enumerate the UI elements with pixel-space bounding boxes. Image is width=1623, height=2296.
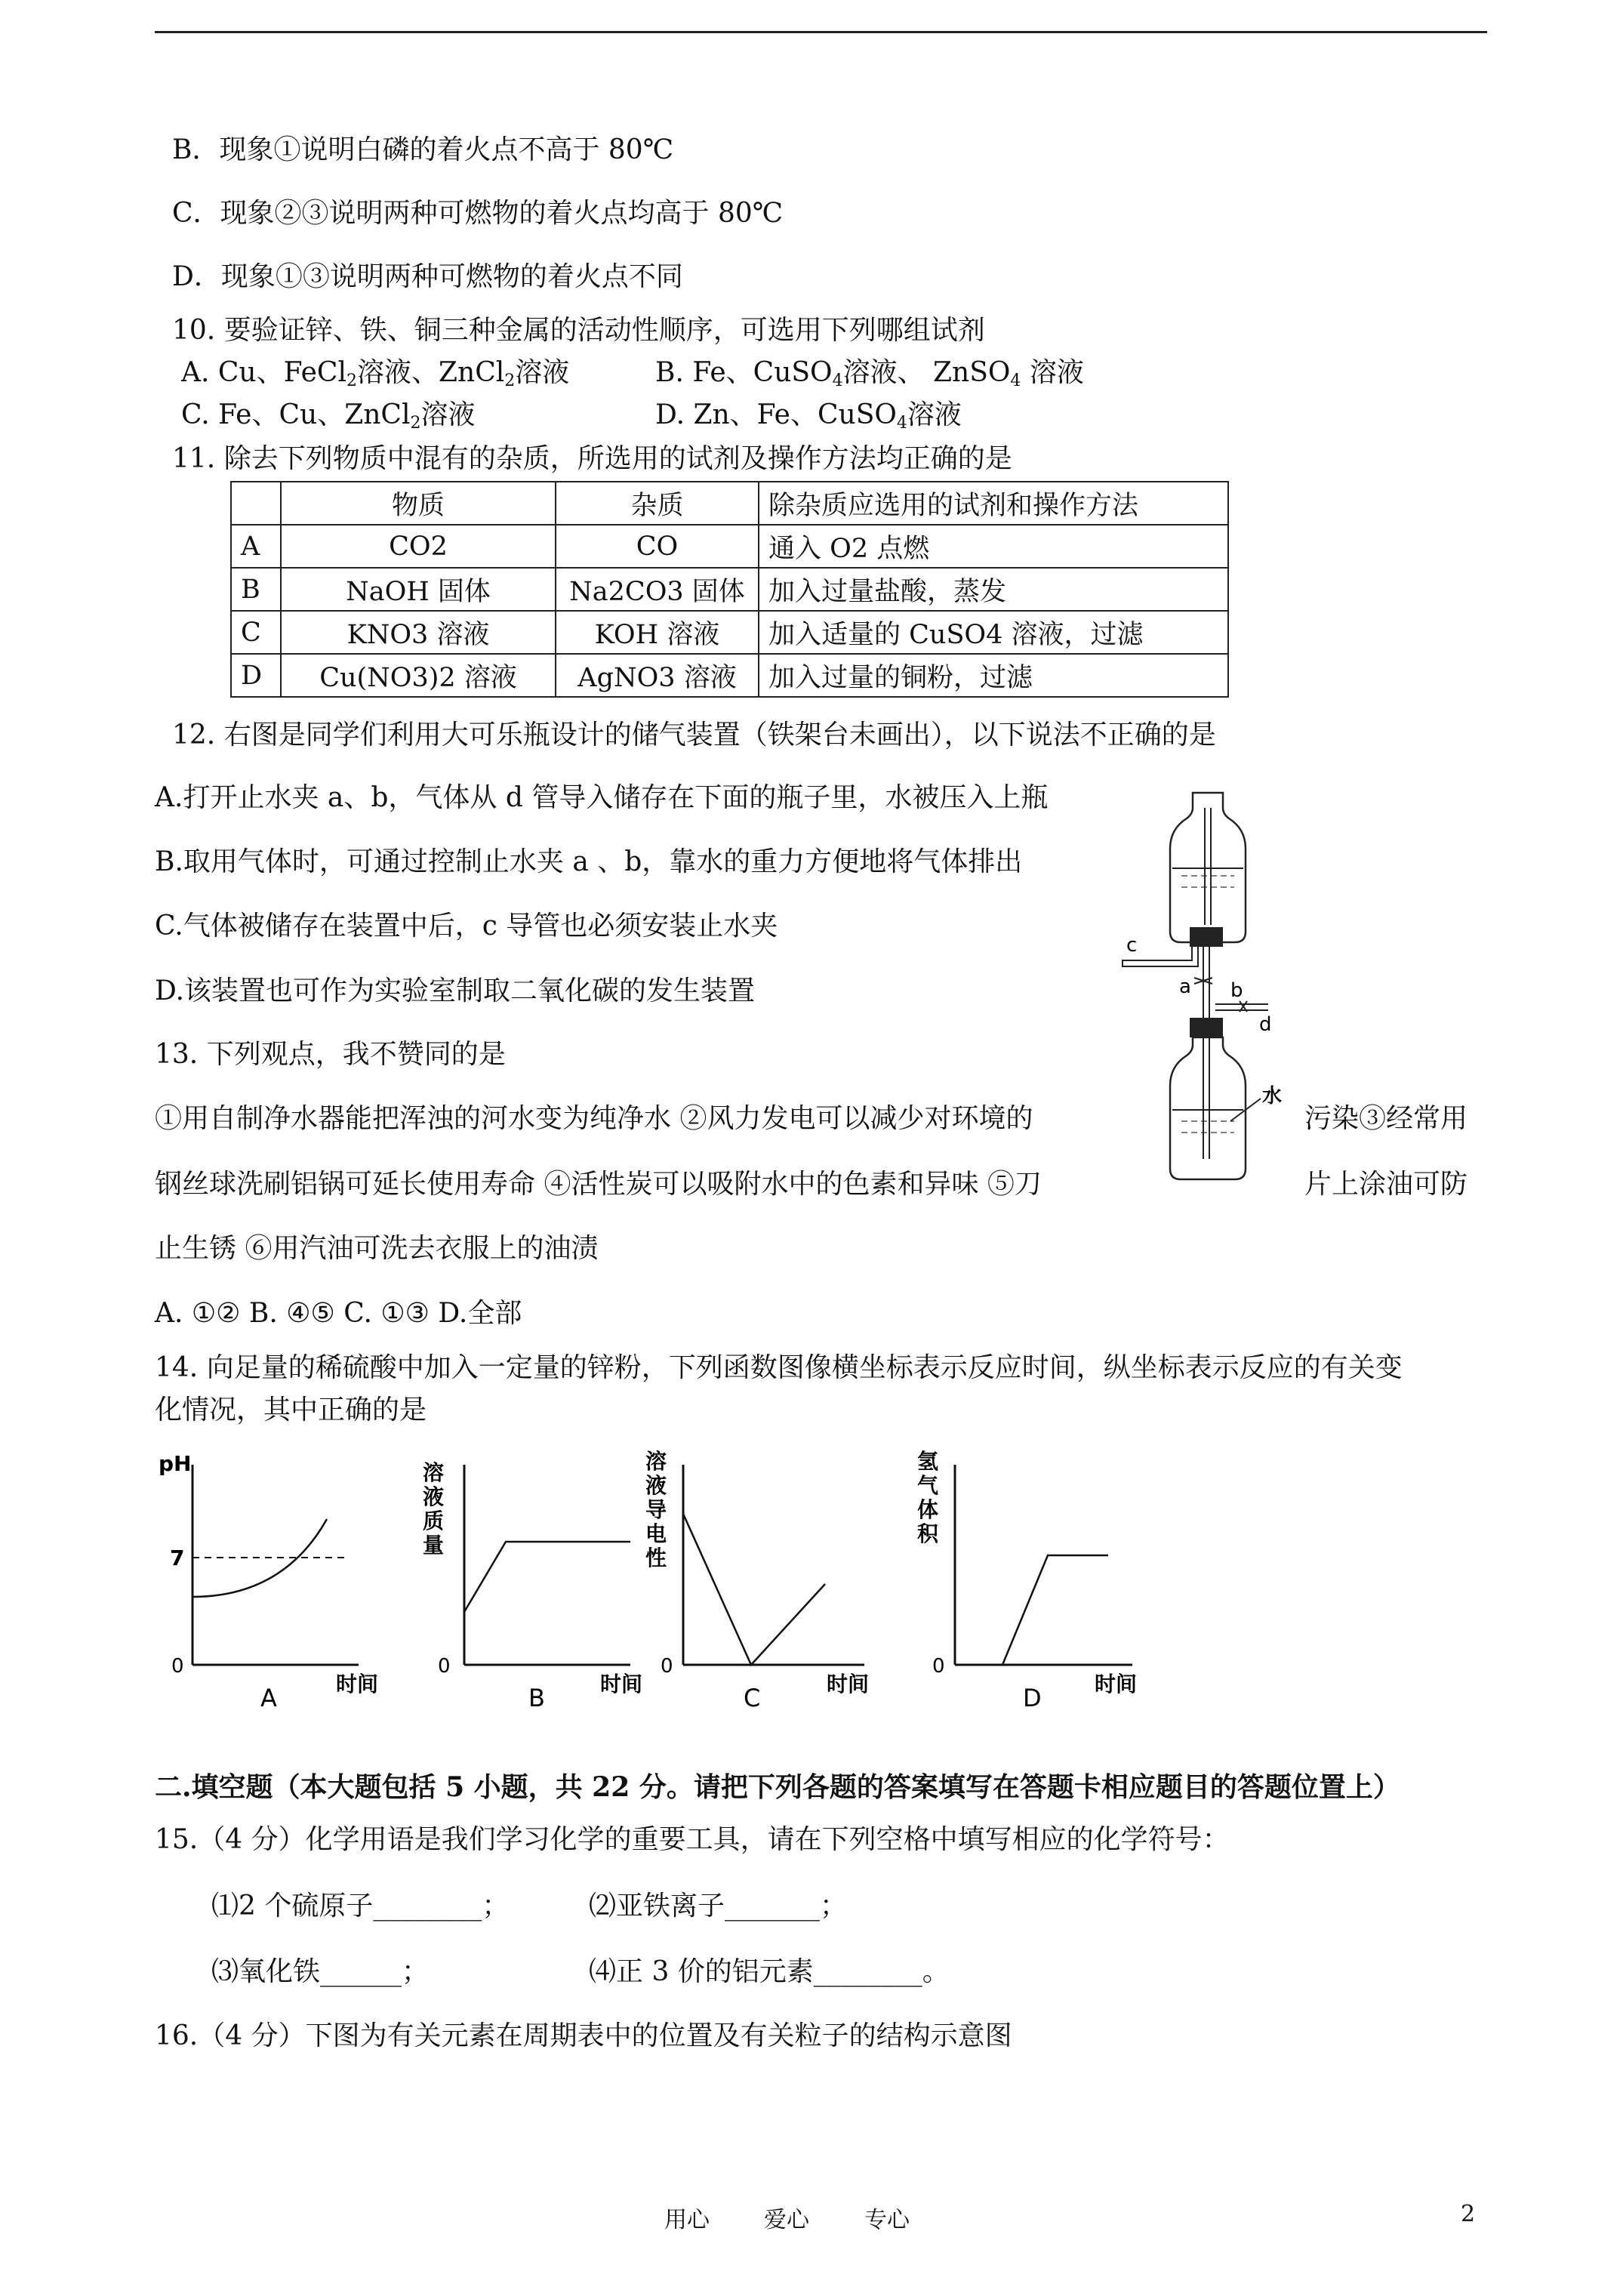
q12-option-a: A.打开止水夹 a、b，气体从 d 管导入储存在下面的瓶子里，水被压入上瓶 (155, 782, 1049, 813)
q10-option-c: C. Fe、Cu、ZnCl$_2$溶液 (181, 399, 476, 433)
conductivity-curve (683, 1514, 825, 1665)
graph-xlabel: 时间 (600, 1672, 643, 1697)
footer-motto-2: 爱心 (764, 2207, 809, 2233)
q14-graph-c (645, 1450, 887, 1714)
table-cell: B (231, 568, 281, 611)
table-cell: AgNO3 溶液 (556, 654, 759, 697)
table-row (231, 611, 1228, 654)
q11-table (230, 481, 1229, 698)
option-c-prev: C．现象②③说明两种可燃物的着火点均高于 80℃ (172, 198, 784, 229)
svg-text:溶液导电性: 溶液导电性 (645, 1449, 667, 1570)
label-c: c (1126, 934, 1138, 957)
section-2-heading: 二.填空题（本大题包括 5 小题，共 22 分。请把下列各题的答案填写在答题卡相应题目的答题位置上） (155, 1771, 1400, 1803)
table-cell: NaOH 固体 (281, 568, 556, 611)
q14-graph-b (419, 1450, 661, 1714)
page-number: 2 (1461, 2201, 1476, 2227)
q12-option-c: C.气体被储存在装置中后，c 导管也必须安装止水夹 (155, 911, 778, 942)
table-row (231, 654, 1228, 697)
graph-xlabel: 时间 (336, 1672, 379, 1697)
table-header-row (231, 482, 1228, 525)
label-b: b (1230, 979, 1243, 1002)
graph-ylabel: pH (159, 1451, 192, 1476)
graph-xlabel: 时间 (827, 1672, 870, 1697)
table-cell: Na2CO3 固体 (556, 568, 759, 611)
q11-stem: 11. 除去下列物质中混有的杂质，所选用的试剂及操作方法均正确的是 (172, 443, 1012, 474)
table-cell: KNO3 溶液 (281, 611, 556, 654)
label-d: d (1259, 1013, 1272, 1036)
gas-storage-apparatus-figure (1110, 778, 1291, 1200)
table-cell: CO (556, 525, 759, 568)
graph-origin: 0 (932, 1655, 945, 1678)
q13-options: A. ①② B. ④⑤ C. ①③ D.全部 (155, 1298, 522, 1329)
table-cell: 加入过量盐酸，蒸发 (759, 568, 1228, 611)
graph-ylabel (423, 1460, 444, 1558)
q15-item-4: ⑷正 3 价的铝元素________。 (589, 1956, 950, 1987)
q14-graph-a (155, 1450, 379, 1714)
table-cell: KOH 溶液 (556, 611, 759, 654)
graph-letter: C (744, 1684, 761, 1712)
table-cell: A (231, 525, 281, 568)
q14-graph-d (913, 1450, 1155, 1714)
q10-option-d: D. Zn、Fe、CuSO$_4$溶液 (655, 399, 962, 433)
table-header-cell: 杂质 (556, 482, 759, 525)
q13-line1b: 污染③经常用 (1304, 1103, 1468, 1134)
hydrogen-curve (955, 1555, 1108, 1665)
graph-letter: D (1023, 1684, 1042, 1712)
graph-xlabel: 时间 (1095, 1672, 1138, 1697)
graph-ylabel (645, 1449, 667, 1570)
table-cell: Cu(NO3)2 溶液 (281, 654, 556, 697)
header-rule (155, 31, 1487, 33)
q12-option-b: B.取用气体时，可通过控制止水夹 a 、b，靠水的重力方便地将气体排出 (155, 846, 1023, 877)
q13-line3: 止生锈 ⑥用汽油可洗去衣服上的油渍 (155, 1233, 599, 1264)
graph-letter: B (528, 1684, 545, 1712)
q13-line2a: 钢丝球洗刷铝锅可延长使用寿命 ④活性炭可以吸附水中的色素和异味 ⑤刀 (155, 1169, 1042, 1200)
q10-option-a: A. Cu、FeCl$_2$溶液、ZnCl$_2$溶液 (181, 357, 570, 390)
table-cell: 加入过量的铜粉，过滤 (759, 654, 1228, 697)
table-cell: D (231, 654, 281, 697)
tick-7: 7 (170, 1546, 185, 1570)
label-a: a (1179, 975, 1191, 998)
table-header-cell: 除杂质应选用的试剂和操作方法 (759, 482, 1228, 525)
q12-stem: 12. 右图是同学们利用大可乐瓶设计的储气装置（铁架台未画出），以下说法不正确的是 (172, 720, 1216, 750)
table-row (231, 568, 1228, 611)
q15-item-1: ⑴2 个硫原子________； (211, 1891, 510, 1922)
graph-origin: 0 (661, 1655, 673, 1678)
graph-origin: 0 (438, 1655, 451, 1678)
table-header-cell: 物质 (281, 482, 556, 525)
table-cell: 加入适量的 CuSO4 溶液，过滤 (759, 611, 1228, 654)
q15-stem: 15.（4 分）化学用语是我们学习化学的重要工具，请在下列空格中填写相应的化学符号： (155, 1824, 1230, 1855)
svg-text:氢气体积: 氢气体积 (917, 1449, 939, 1546)
graph-origin: 0 (171, 1655, 184, 1678)
graph-letter: A (260, 1684, 277, 1712)
svg-text:溶液质量: 溶液质量 (423, 1460, 445, 1558)
table-cell: CO2 (281, 525, 556, 568)
q13-line1a: ①用自制净水器能把浑浊的河水变为纯净水 ②风力发电可以减少对环境的 (155, 1103, 1033, 1134)
table-row (231, 525, 1228, 568)
label-water: 水 (1262, 1085, 1283, 1108)
q13-stem: 13. 下列观点，我不赞同的是 (155, 1039, 506, 1070)
q14-stem-1: 14. 向足量的稀硫酸中加入一定量的锌粉，下列函数图像横坐标表示反应时间，纵坐标表示反应的有关变 (155, 1352, 1403, 1383)
option-b-prev: B．现象①说明白磷的着火点不高于 80℃ (172, 134, 673, 165)
q13-line2b: 片上涂油可防 (1304, 1169, 1468, 1200)
table-cell: C (231, 611, 281, 654)
table-header-cell (231, 482, 281, 525)
option-d-prev: D．现象①③说明两种可燃物的着火点不同 (172, 261, 683, 292)
q10-option-b: B. Fe、CuSO$_4$溶液、 ZnSO$_4$ 溶液 (655, 357, 1084, 390)
table-cell: 通入 O2 点燃 (759, 525, 1228, 568)
footer-motto-1: 用心 (664, 2207, 710, 2233)
footer-motto-3: 专心 (864, 2207, 910, 2233)
q12-option-d: D.该装置也可作为实验室制取二氧化碳的发生装置 (155, 975, 756, 1006)
q15-item-3: ⑶氧化铁______； (211, 1956, 430, 1987)
q14-stem-2: 化情况，其中正确的是 (155, 1395, 427, 1425)
q16-stem: 16.（4 分）下图为有关元素在周期表中的位置及有关粒子的结构示意图 (155, 2020, 1012, 2051)
graph-ylabel (917, 1449, 939, 1546)
q10-stem: 10. 要验证锌、铁、铜三种金属的活动性顺序，可选用下列哪组试剂 (172, 315, 985, 346)
mass-curve (464, 1542, 630, 1612)
q15-item-2: ⑵亚铁离子_______； (589, 1891, 848, 1922)
